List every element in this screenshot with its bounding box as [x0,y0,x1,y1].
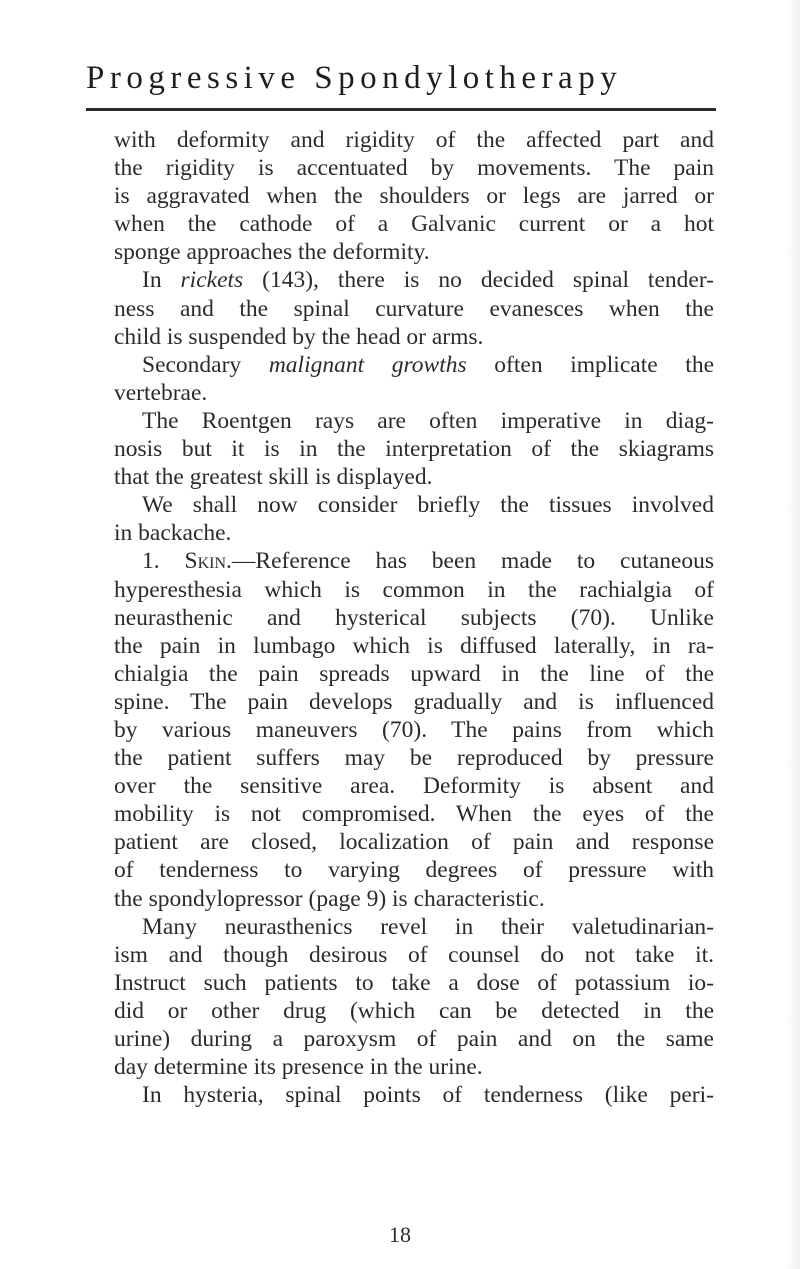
line-text: by various maneuvers (70). The pains from which [114,716,714,743]
italic-term: malignant growths [268,351,467,378]
line-text: spine. The pain develops gradually and is influenced [114,688,714,715]
text-line [114,744,714,772]
text-line [114,463,714,491]
text-line [114,126,714,154]
line-text: Instruct such patients to take a dose of potassium io- [114,969,714,996]
line-text: urine) during a paroxysm of pain and on the same [114,1026,714,1052]
text-line [114,407,714,435]
text-line [114,154,714,182]
text-line [114,716,714,744]
line-text: that the greatest skill is displayed. [114,464,433,491]
line-text: neurasthenic and hysterical subjects (70). Unlike [114,604,714,631]
text-line [114,295,714,323]
line-text: often implicate the [466,351,714,378]
text-line [114,491,714,519]
line-text: Many neurasthenics revel in their valetudinarian- [142,913,714,940]
line-text: The Roentgen rays are often imperative in diag- [142,407,714,434]
text-line [114,828,714,856]
line-text: ness and the spinal curvature evanesces when the [114,295,714,322]
line-text: .—Reference has been made to cutaneous [226,548,714,575]
line-text: ism and though desirous of counsel do not take it. [114,941,714,968]
text-line [114,941,714,969]
line-text: is aggravated when the shoulders or legs are jarred or [114,183,714,210]
italic-term: rickets [180,267,244,294]
text-line [114,1053,714,1081]
line-text: sponge approaches the deformity. [114,239,430,266]
line-text: with deformity and rigidity of the affected part and [114,127,714,153]
text-line [114,632,714,660]
line-text: chialgia the pain spreads upward in the line of the [114,660,714,687]
running-head: Progressive Spondylotherapy [86,60,623,96]
line-text: vertebrae. [114,379,208,406]
line-text: hyperesthesia which is common in the rachialgia of [114,576,714,603]
text-line [114,547,714,575]
text-line [114,266,714,294]
text-line [114,885,714,913]
body-text [114,126,714,1109]
line-text: mobility is not compromised. When the eyes of the [114,801,714,828]
line-text: In hysteria, spinal points of tenderness (like peri- [142,1082,714,1109]
text-line [114,800,714,828]
line-text: the rigidity is accentuated by movements. The pain [114,155,714,182]
header-rule [86,108,716,111]
text-line [114,351,714,379]
text-line [114,660,714,688]
line-text: patient are closed, localization of pain and response [114,829,714,856]
line-text: in backache. [114,520,232,547]
text-line [114,182,714,210]
text-line [114,238,714,266]
line-text: nosis but it is in the interpretation of the skiagrams [114,436,714,463]
line-text: day determine its presence in the urine. [114,1054,483,1081]
text-line [114,210,714,238]
text-line [114,323,714,351]
text-line [114,772,714,800]
line-prefix: Secondary [142,351,269,378]
text-line [114,1025,714,1053]
line-text: did or other drug (which can be detected in the [114,997,714,1024]
text-line [114,435,714,463]
text-line [114,913,714,941]
line-text: the patient suffers may be reproduced by pressure [114,745,714,772]
page-number: 18 [389,1222,411,1247]
page-edge-shadow [786,0,800,1269]
text-line [114,688,714,716]
line-prefix: 1. [142,548,185,575]
text-line [114,379,714,407]
line-text: over the sensitive area. Deformity is absent and [114,773,714,800]
line-text: when the cathode of a Galvanic current or a hot [114,211,714,238]
text-line [114,997,714,1025]
text-line [114,519,714,547]
line-prefix: In [142,267,181,294]
line-text: child is suspended by the head or arms. [114,323,484,350]
text-line [114,576,714,604]
line-text: the spondylopressor (page 9) is characteristic. [114,885,545,912]
text-line [114,604,714,632]
text-line [114,1081,714,1109]
line-text: (143), there is no decided spinal tender- [243,267,714,294]
line-text: the pain in lumbago which is diffused laterally, in ra- [114,632,714,659]
text-line [114,969,714,997]
small-caps-heading: Skin [184,548,227,575]
text-line [114,856,714,884]
line-text: We shall now consider briefly the tissues involved [142,492,714,519]
line-text: of tenderness to varying degrees of pressure with [114,857,714,884]
